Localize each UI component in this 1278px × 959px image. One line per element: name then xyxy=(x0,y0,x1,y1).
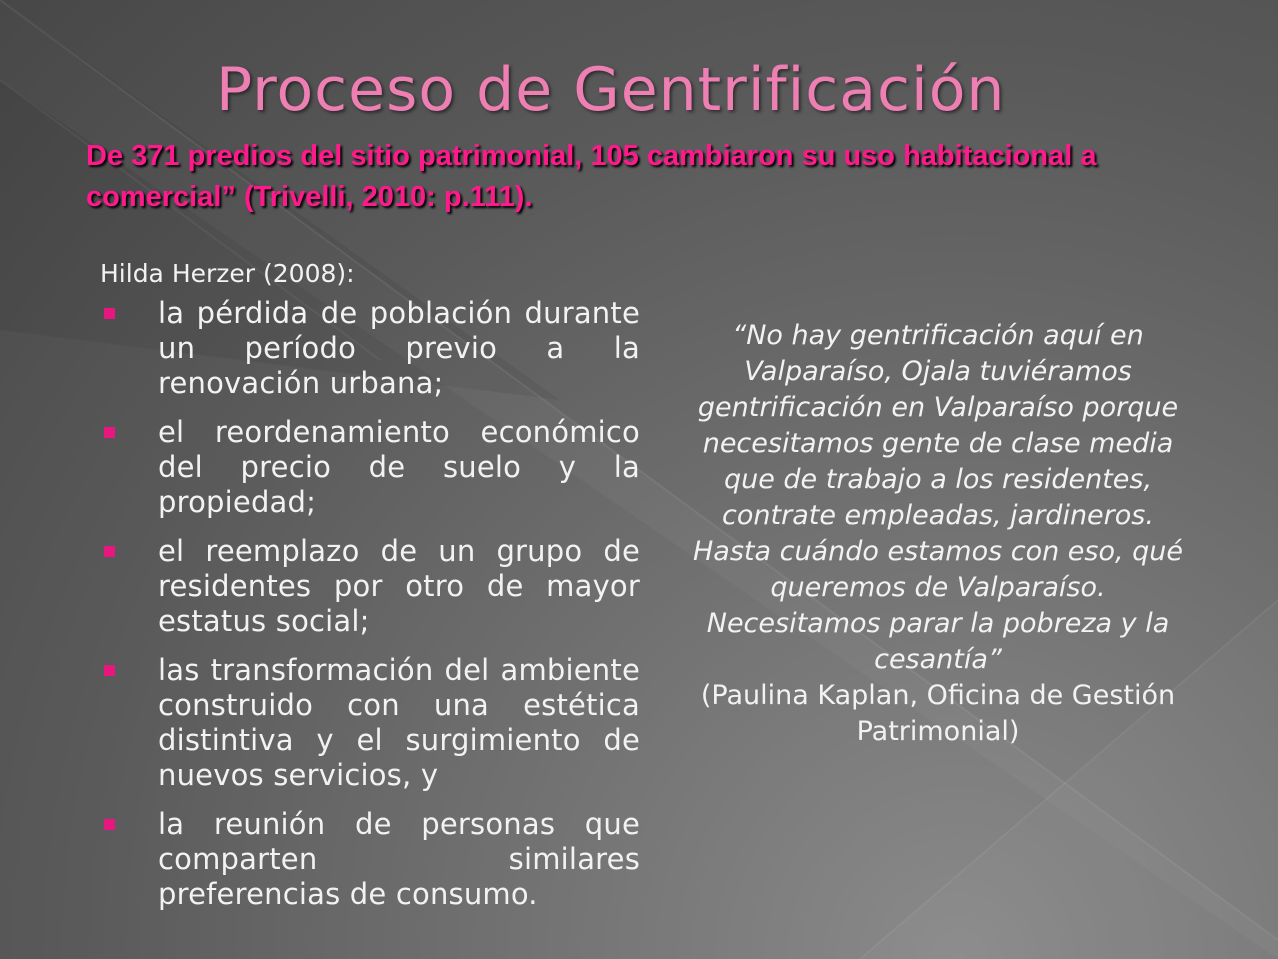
bullet-text: el reemplazo de un grupo de residentes por otro de mayor estatus social; xyxy=(158,534,640,638)
square-bullet-icon xyxy=(104,308,115,319)
square-bullet-icon xyxy=(104,546,115,557)
slide-title: Proceso de Gentrificación xyxy=(216,55,1006,125)
square-bullet-icon xyxy=(104,665,115,676)
quote-block xyxy=(688,318,1188,750)
quote-attribution: (Paulina Kaplan, Oficina de Gestión Patrimonial) xyxy=(700,680,1176,747)
bullet-item xyxy=(100,296,640,401)
bullet-item xyxy=(100,534,640,639)
bullet-text: las transformación del ambiente construido con una estética distintiva y el surgimiento de nuevos servicios, y xyxy=(158,653,640,792)
quote-text: “No hay gentrificación aquí en Valparaíso, Ojala tuviéramos gentrificación en Valparaíso porque necesitamos gente de clase media que de trabajo a los residentes, contrate empleadas, jardineros. Hasta cuándo estamos con eso, qué queremos de Valparaíso. Necesitamos parar la pobreza y la cesantía” xyxy=(692,320,1184,675)
author-heading: Hilda Herzer (2008): xyxy=(100,259,355,288)
bullet-item xyxy=(100,653,640,793)
bullet-column xyxy=(100,256,640,926)
bullet-text: el reordenamiento económico del precio de suelo y la propiedad; xyxy=(158,415,640,519)
square-bullet-icon xyxy=(104,427,115,438)
square-bullet-icon xyxy=(104,819,115,830)
bullet-item xyxy=(100,415,640,520)
bullet-item xyxy=(100,807,640,912)
bullet-text: la pérdida de población durante un período previo a la renovación urbana; xyxy=(158,296,640,400)
bullet-list xyxy=(100,296,640,912)
slide-subtitle: De 371 predios del sitio patrimonial, 105 cambiaron su uso habitacional a comercial” (Trivelli, 2010: p.111). xyxy=(86,140,1097,213)
bullet-text: la reunión de personas que comparten similares preferencias de consumo. xyxy=(158,807,640,911)
